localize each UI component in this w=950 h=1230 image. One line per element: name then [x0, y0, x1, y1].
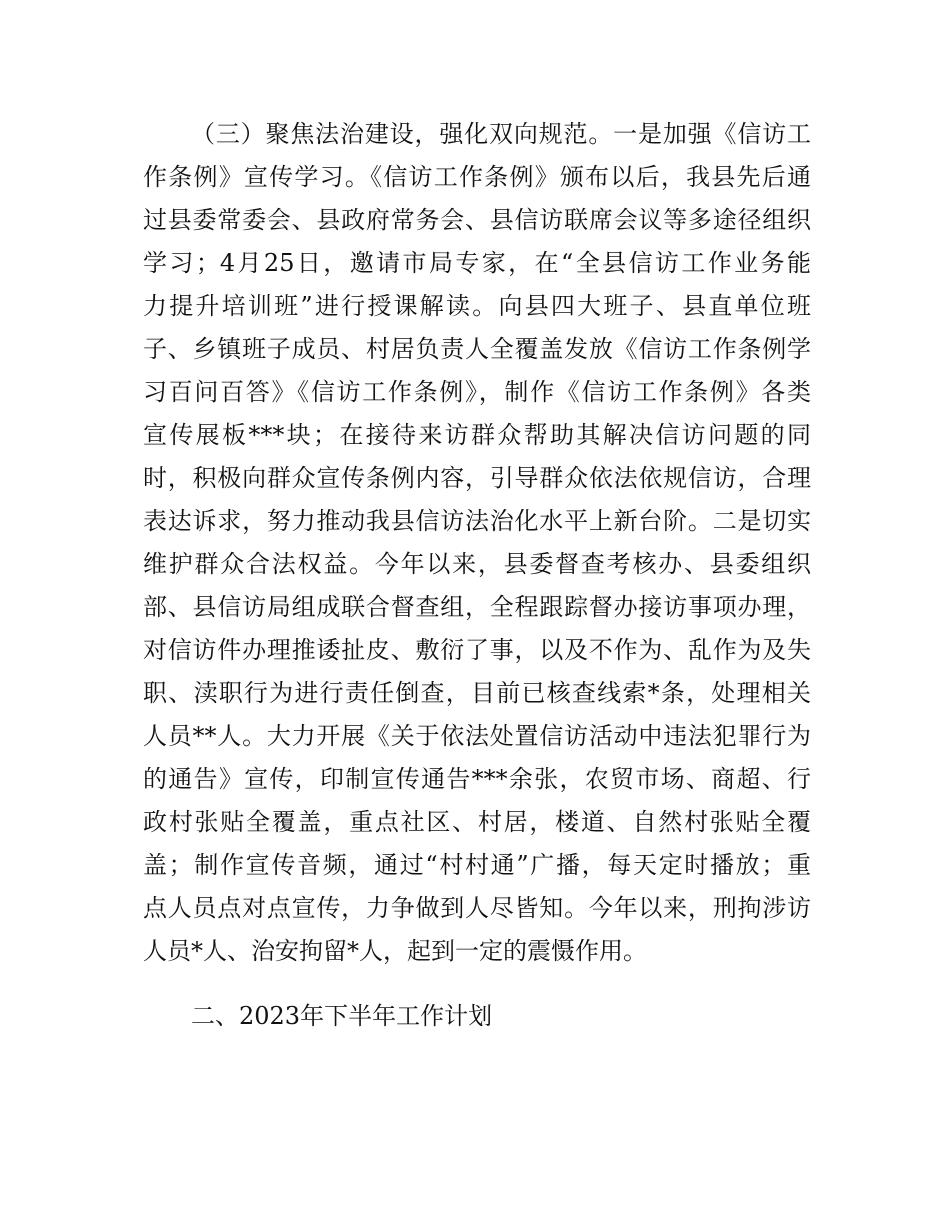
paragraph-line: 政村张贴全覆盖，重点社区、村居，楼道、自然村张贴全覆 [143, 808, 811, 836]
paragraph-line: 表达诉求，努力推动我县信访法治化水平上新台阶。二是切实 [143, 507, 811, 535]
paragraph-line: 盖；制作宣传音频，通过“村村通”广播，每天定时播放；重 [143, 851, 811, 879]
paragraph-line: 力提升培训班”进行授课解读。向县四大班子、县直单位班 [143, 292, 811, 320]
paragraph-line: 部、县信访局组成联合督查组，全程跟踪督办接访事项办理， [143, 593, 811, 621]
paragraph-line: 宣传展板***块；在接待来访群众帮助其解决信访问题的同 [143, 421, 811, 449]
paragraph-line: 人员*人、治安拘留*人，起到一定的震慑作用。 [143, 937, 647, 965]
paragraph-line: （三）聚焦法治建设，强化双向规范。一是加强《信访工 [191, 120, 811, 148]
paragraph-line: 点人员点对点宣传，力争做到人尽皆知。今年以来，刑拘涉访 [143, 894, 811, 922]
paragraph-line: 维护群众合法权益。今年以来，县委督查考核办、县委组织 [143, 550, 811, 578]
paragraph-line: 习百问百答》《信访工作条例》，制作《信访工作条例》各类 [143, 378, 811, 406]
section-heading: 二、2023年下半年工作计划 [191, 1002, 493, 1030]
paragraph-line: 的通告》宣传，印制宣传通告***余张，农贸市场、商超、行 [143, 765, 811, 793]
paragraph-line: 对信访件办理推诿扯皮、敷衍了事，以及不作为、乱作为及失 [143, 636, 811, 664]
paragraph-line: 人员**人。大力开展《关于依法处置信访活动中违法犯罪行为 [143, 722, 811, 750]
paragraph-line: 时，积极向群众宣传条例内容，引导群众依法依规信访，合理 [143, 464, 811, 492]
paragraph-line: 过县委常委会、县政府常务会、县信访联席会议等多途径组织 [143, 206, 811, 234]
paragraph-line: 子、乡镇班子成员、村居负责人全覆盖发放《信访工作条例学 [143, 335, 811, 363]
paragraph-line: 学习；4月25日，邀请市局专家，在“全县信访工作业务能 [143, 249, 811, 277]
paragraph-line: 职、渎职行为进行责任倒查，目前已核查线索*条，处理相关 [143, 679, 811, 707]
paragraph-line: 作条例》宣传学习。《信访工作条例》颁布以后，我县先后通 [143, 163, 811, 191]
